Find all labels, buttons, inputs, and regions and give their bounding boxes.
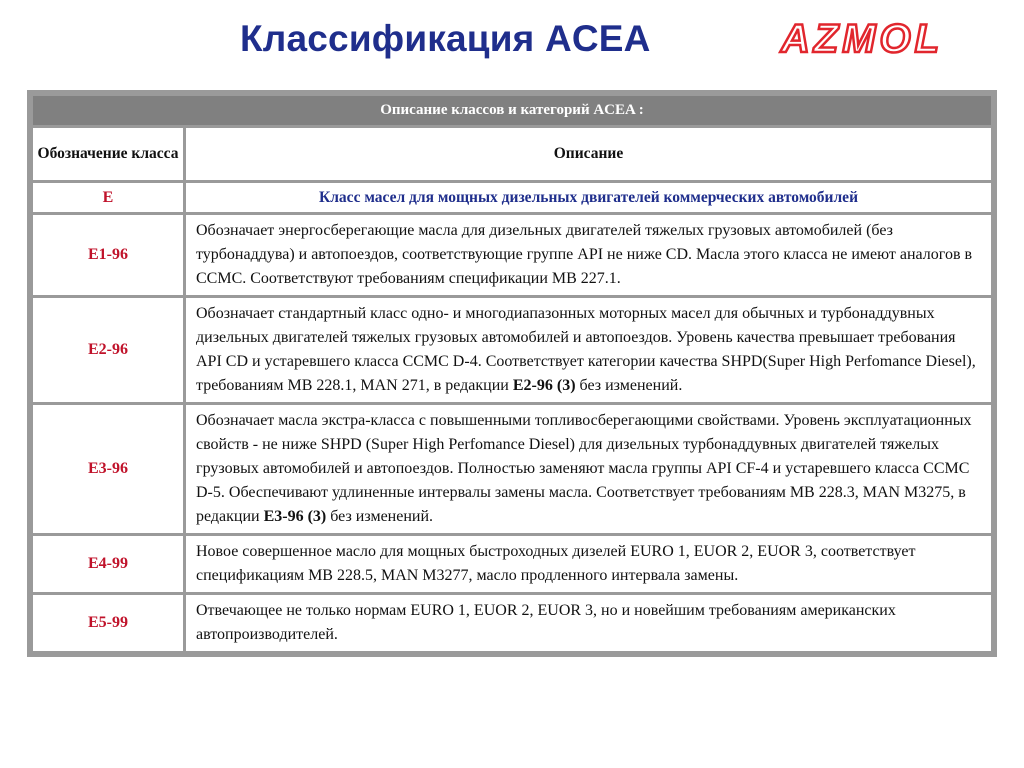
table-row bbox=[33, 298, 991, 402]
azmol-logo-text: AZMOL bbox=[780, 20, 944, 60]
table-header: Описание классов и категорий ACEA : bbox=[33, 96, 991, 125]
azmol-logo-graphic bbox=[722, 20, 1002, 60]
row-description: Новое совершенное масло для мощных быстроходных дизелей EURO 1, EUOR 2, EUOR 3, соответствует спецификациям MB 228.5, MAN M3277, масло продленного интервала замены. bbox=[186, 536, 991, 592]
category-description: Класс масел для мощных дизельных двигателей коммерческих автомобилей bbox=[186, 183, 991, 212]
table-row bbox=[33, 405, 991, 533]
table-row bbox=[33, 595, 991, 651]
page-title: Классификация ACEA bbox=[240, 18, 651, 59]
row-code: E1-96 bbox=[33, 215, 183, 295]
row-text: Обозначает стандартный класс одно- и многодиапазонных моторных масел для обычных и турбонаддувных дизельных двигателей тяжелых грузовых автомобилей и автопоездов. Уровень качества превышает требования API CD и устаревшего класса CCMC D-4. Соответствует категории качества SHPD(Super High Perfomance Diesel), требованиям MB 228.1, MAN 271, в редакции bbox=[196, 305, 976, 394]
row-code: E5-99 bbox=[33, 595, 183, 651]
row-description: Отвечающее не только нормам EURO 1, EUOR 2, EUOR 3, но и новейшим требованиям американских автопроизводителей. bbox=[186, 595, 991, 651]
row-code: E3-96 bbox=[33, 405, 183, 533]
row-bold-ref: E2-96 (3) bbox=[512, 377, 576, 394]
category-code: E bbox=[33, 183, 183, 212]
row-description bbox=[186, 405, 991, 533]
acea-table bbox=[27, 90, 997, 657]
row-tail: без изменений. bbox=[326, 508, 434, 525]
row-description: Обозначает энергосберегающие масла для дизельных двигателей тяжелых грузовых автомобилей (без турбонаддува) и автопоездов, соответствующие группе API не ниже CD. Масла этого класса не имеют аналогов в CCMC. Соответствуют требованиям спецификации MB 227.1. bbox=[186, 215, 991, 295]
table-row bbox=[33, 215, 991, 295]
row-code: E4-99 bbox=[33, 536, 183, 592]
row-code: E2-96 bbox=[33, 298, 183, 402]
row-bold-ref: E3-96 (3) bbox=[263, 508, 327, 525]
row-text: Обозначает масла экстра-класса с повышенными топливосберегающими свойствами. Уровень эксплуатационных свойств - не ниже SHPD (Super High Perfomance Diesel) для дизельных турбонаддувных двигателей тяжелых грузовых автомобилей и автопоездов. Полностью заменяют масла группы API CF-4 и устаревшего класса CCMC D-5. Обеспечивают удлиненные интервалы замены масла. Соответствует требованиям MB 228.3, MAN M3275, в редакции bbox=[196, 412, 972, 525]
column-header-description: Описание bbox=[186, 128, 991, 180]
azmol-logo bbox=[722, 20, 1002, 60]
row-description bbox=[186, 298, 991, 402]
column-header-class: Обозначение класса bbox=[33, 128, 183, 180]
table-row bbox=[33, 536, 991, 592]
row-tail: без изменений. bbox=[575, 377, 683, 394]
